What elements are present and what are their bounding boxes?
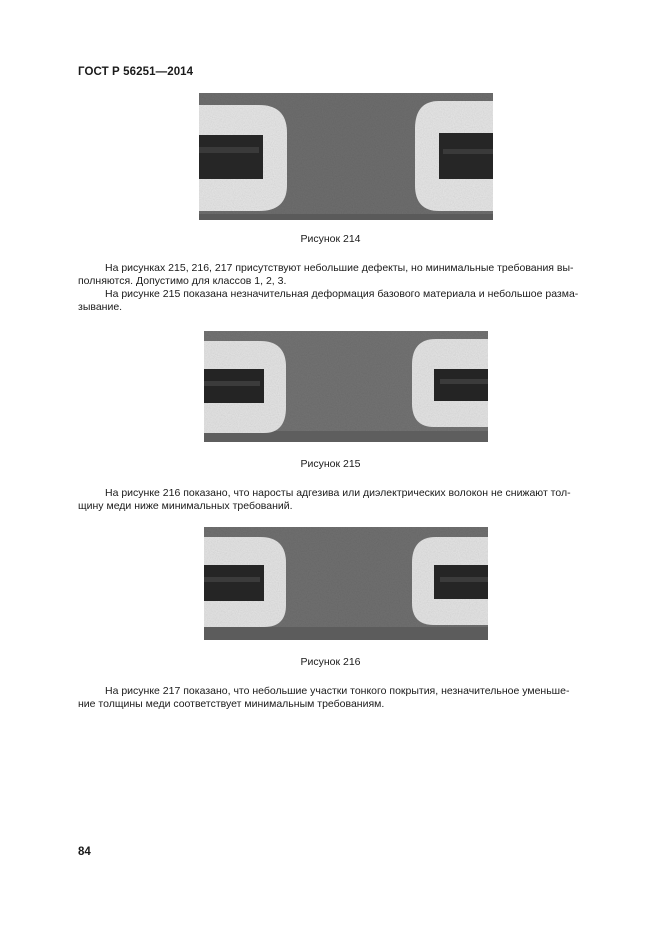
paragraph-2 [78,288,614,314]
paragraph-1 [78,262,614,288]
paragraph-2-line-2: зывание. [78,301,123,313]
paragraph-3-line-2: щину меди ниже минимальных требований. [78,500,293,512]
paragraph-4-line-2: ние толщины меди соответствует минимальным требованиям. [78,698,385,710]
figure-215-caption: Рисунок 215 [300,458,361,470]
paragraph-1-line-1: На рисунках 215, 216, 217 присутствуют небольшие дефекты, но минимальные требования вы- [105,262,574,274]
paragraph-1-line-2: полняются. Допустимо для классов 1, 2, 3. [78,275,287,287]
figure-216-image [204,527,488,640]
paragraph-3 [78,487,614,513]
document-header: ГОСТ Р 56251—2014 [78,66,194,78]
paragraph-2-line-1: На рисунке 215 показана незначительная деформация базового материала и небольшое разма- [105,288,579,300]
paragraph-3-line-1: На рисунке 216 показано, что наросты адгезива или диэлектрических волокон не снижают тол- [105,487,571,499]
figure-214-caption: Рисунок 214 [300,233,361,245]
paragraph-4-line-1: На рисунке 217 показано, что небольшие участки тонкого покрытия, незначительное уменьше- [105,685,570,697]
figure-216-caption: Рисунок 216 [300,656,361,668]
page-number: 84 [78,846,91,858]
figure-215-image [204,331,488,442]
paragraph-4 [78,685,614,711]
figure-214-image [199,93,493,220]
